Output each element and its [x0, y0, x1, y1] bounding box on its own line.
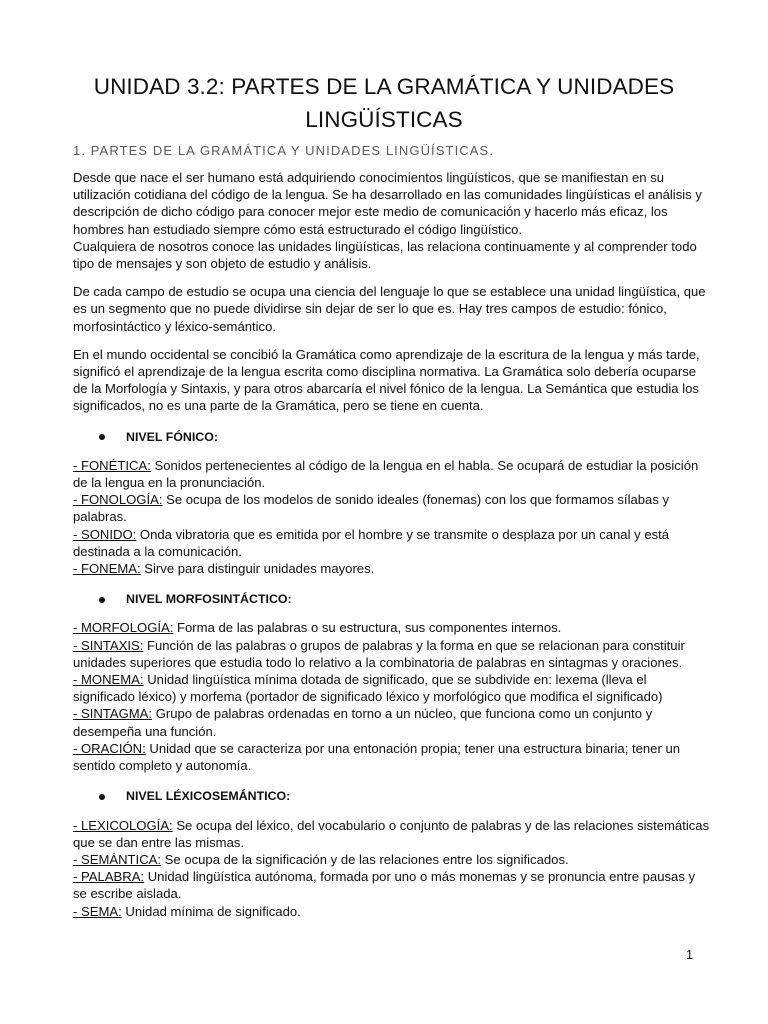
definition-line — [73, 688, 699, 705]
definition-line — [73, 740, 699, 757]
definition-line — [73, 637, 699, 654]
definition-text: Se ocupa de los modelos de sonido ideales (fonemas) con los que formamos sílabas y — [162, 492, 670, 508]
definition-term: - SEMA: — [73, 903, 122, 919]
definition-text: Forma de las palabras o su estructura, sus componentes internos. — [173, 620, 562, 636]
definition-list — [73, 457, 699, 577]
definition-text: Unidad que se caracteriza por una entonación propia; tener una estructura binaria; tener un — [145, 740, 681, 756]
definition-line — [73, 619, 699, 636]
definition-line — [73, 543, 699, 560]
definition-line — [73, 457, 699, 474]
definition-line — [73, 654, 699, 671]
definition-line — [73, 903, 699, 920]
paragraph-line: significados, no es una parte de la Gramática, pero se tiene en cuenta. — [73, 398, 484, 414]
document-body — [73, 169, 710, 927]
definition-line — [73, 851, 699, 868]
definition-text: Función de las palabras o grupos de palabras y la forma en que se relacionan para constituir — [143, 637, 685, 653]
paragraph-line: tipo de mensajes y son objeto de estudio y análisis. — [73, 256, 372, 272]
definition-line — [73, 526, 699, 543]
title-line-1: UNIDAD 3.2: PARTES DE LA GRAMÁTICA Y UNIDADES — [93, 74, 675, 99]
definition-term: - MORFOLOGÍA: — [73, 620, 174, 636]
level-heading-text: NIVEL LÉXICOSEMÁNTICO: — [126, 789, 291, 804]
paragraph-line: descripción de dicho código para conocer mejor este medio de comunicación y hacerlo más eficaz, los — [73, 204, 668, 220]
definition-text: Sonidos pertenecientes al código de la lengua en el habla. Se ocupará de estudiar la posición — [150, 457, 699, 473]
definition-line — [73, 885, 699, 902]
paragraph-line: significó el aprendizaje de la lengua escrita como disciplina normativa. La Gramática solo debería ocuparse — [73, 364, 697, 380]
definition-text: se escribe aislada. — [73, 886, 182, 902]
definition-term: - SINTAXIS: — [73, 637, 144, 653]
definition-list — [73, 619, 699, 774]
paragraph-line: Desde que nace el ser humano está adquiriendo conocimientos lingüísticos, que se manifiestan en su — [73, 170, 665, 185]
definition-text: palabras. — [73, 509, 127, 525]
definition-text: Sirve para distinguir unidades mayores. — [140, 561, 375, 577]
section-subtitle: 1. PARTES DE LA GRAMÁTICA Y UNIDADES LINGÜÍSTICAS. — [73, 143, 495, 158]
definition-term: - FONEMA: — [73, 561, 141, 577]
level-heading-text: NIVEL MORFOSINTÁCTICO: — [126, 592, 292, 607]
page-number: 1 — [686, 948, 693, 962]
paragraph-line: utilización cotidiana del código de la lengua. Se ha desarrollado en las comunidades lingüísticas el análisis y — [73, 187, 702, 203]
definition-list — [73, 817, 710, 920]
definition-line — [73, 723, 699, 740]
page-title — [60, 70, 708, 136]
definition-text: Grupo de palabras ordenadas en torno a un núcleo, que funciona como un conjunto y — [152, 706, 653, 722]
definition-text: destinada a la comunicación. — [73, 543, 242, 559]
definition-text: Unidad lingüística autónoma, formada por uno o más monemas y se pronuncia entre pausas y — [144, 869, 696, 885]
definition-text: significado léxico) y morfema (portador de significado léxico y morfológico que modifica el significado) — [73, 689, 663, 705]
definition-text: Se ocupa del léxico, del vocabulario o conjunto de palabras y de las relaciones sistemáticas — [172, 817, 710, 833]
definition-text: Unidad mínima de significado. — [121, 903, 301, 919]
intro-paragraph — [73, 169, 702, 272]
definition-term: - FONÉTICA: — [73, 457, 151, 473]
level-heading — [73, 788, 699, 805]
definition-text: de la lengua en la pronunciación. — [73, 475, 266, 491]
definition-line — [73, 671, 699, 688]
intro-paragraph — [73, 283, 706, 335]
definition-text: sentido completo y autonomía. — [73, 758, 252, 774]
definition-line — [73, 834, 699, 851]
title-line-2: LINGÜÍSTICAS — [305, 107, 463, 132]
definition-term: - LEXICOLOGÍA: — [73, 817, 173, 833]
definition-line — [73, 560, 699, 577]
paragraph-line: De cada campo de estudio se ocupa una ciencia del lenguaje lo que se establece una unidad lingüística, que — [73, 284, 706, 300]
level-heading — [73, 591, 699, 608]
definition-text: Onda vibratoria que es emitida por el hombre y se transmite o desplaza por un canal y está — [136, 526, 670, 542]
bullet-icon — [99, 794, 105, 800]
bullet-icon — [99, 434, 105, 440]
paragraph-line: hombres han estudiado siempre cómo está estructurado el código lingüístico. — [73, 221, 523, 237]
paragraph-line: morfosintáctico y léxico-semántico. — [73, 318, 277, 334]
definition-term: - SEMÁNTICA: — [73, 851, 162, 867]
paragraph-line: de la Morfología y Sintaxis, y para otros abarcaría el nivel fónico de la lengua. La Semántica que estudia los — [73, 381, 699, 397]
paragraph-line: Cualquiera de nosotros conoce las unidades lingüísticas, las relaciona continuamente y al comprender todo — [73, 238, 697, 254]
definition-term: - SONIDO: — [73, 526, 137, 542]
definition-line — [73, 868, 699, 885]
definition-line — [73, 705, 699, 722]
definition-term: - MONEMA: — [73, 672, 144, 688]
definition-text: que se dan entre las mismas. — [73, 834, 245, 850]
definition-term: - PALABRA: — [73, 869, 145, 885]
definition-line — [73, 474, 699, 491]
bullet-icon — [99, 597, 105, 603]
definition-line — [73, 757, 699, 774]
definition-term: - ORACIÓN: — [73, 740, 146, 756]
paragraph-line: En el mundo occidental se concibió la Gramática como aprendizaje de la escritura de la lengua y más tarde, — [73, 346, 700, 362]
definition-text: desempeña una función. — [73, 723, 217, 739]
definition-text: Unidad lingüística mínima dotada de significado, que se subdivide en: lexema (lleva el — [143, 672, 647, 688]
definition-line — [73, 491, 699, 508]
paragraph-line: es un segmento que no puede dividirse sin dejar de ser lo que es. Hay tres campos de estudio: fónico, — [73, 301, 667, 317]
definition-term: - SINTAGMA: — [73, 706, 153, 722]
definition-text: unidades superiores que estudia todo lo relativo a la combinatoria de palabras en sintagmas y oraciones. — [73, 654, 683, 670]
definition-line — [73, 817, 710, 834]
definition-term: - FONOLOGÍA: — [73, 492, 163, 508]
level-heading-text: NIVEL FÓNICO: — [126, 429, 219, 444]
level-heading — [73, 429, 699, 446]
definition-line — [73, 508, 699, 525]
definition-text: Se ocupa de la significación y de las relaciones entre los significados. — [161, 851, 569, 867]
intro-paragraph — [73, 346, 699, 415]
